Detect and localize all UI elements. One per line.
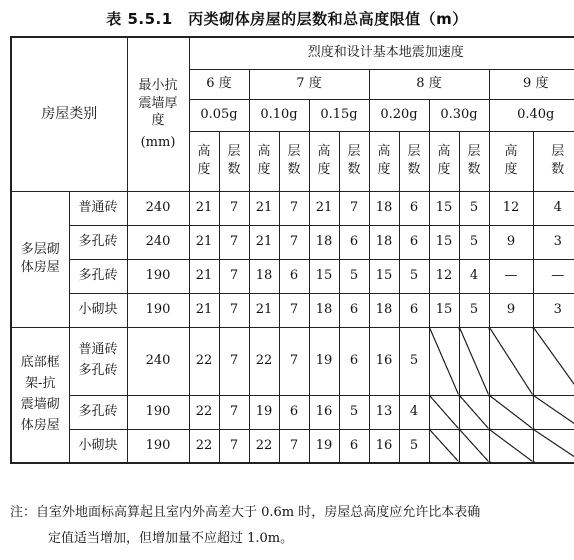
value-cell: 19 <box>249 395 279 429</box>
value-cell: 13 <box>369 395 399 429</box>
value-cell: 21 <box>309 191 339 225</box>
not-applicable-cell <box>429 395 459 429</box>
value-cell: 3 <box>533 293 574 327</box>
value-cell: 16 <box>309 395 339 429</box>
type-cell: 小砌块 <box>69 293 127 327</box>
note-line: 注：自室外地面标高算起且室内外高差大于 0.6m 时，房屋总高度应允许比本表确 <box>10 505 481 520</box>
type-cell: 多孔砖 <box>69 225 127 259</box>
value-cell: 5 <box>459 225 489 259</box>
not-applicable-cell <box>489 395 533 429</box>
header-floors: 层数 <box>459 131 489 191</box>
value-cell: 9 <box>489 293 533 327</box>
header-floors: 层数 <box>279 131 309 191</box>
value-cell: 22 <box>249 327 279 395</box>
value-cell: — <box>533 259 574 293</box>
not-applicable-cell <box>533 395 574 429</box>
table-row <box>11 259 574 293</box>
table-row <box>11 293 574 327</box>
header-min-wall-label: 最小抗震墙厚度 <box>138 78 178 129</box>
value-cell: 3 <box>533 225 574 259</box>
value-cell: 15 <box>429 191 459 225</box>
header-accel: 0.15g <box>309 99 369 131</box>
not-applicable-cell <box>459 395 489 429</box>
value-cell: 7 <box>219 191 249 225</box>
header-degree-6: 6 度 <box>189 69 249 99</box>
header-accel: 0.10g <box>249 99 309 131</box>
value-cell: 6 <box>399 191 429 225</box>
value-cell: 18 <box>309 293 339 327</box>
value-cell: 5 <box>459 191 489 225</box>
header-accel: 0.20g <box>369 99 429 131</box>
header-intensity: 烈度和设计基本地震加速度 <box>189 37 574 69</box>
value-cell: 18 <box>309 225 339 259</box>
value-cell: 5 <box>339 259 369 293</box>
header-height: 高度 <box>309 131 339 191</box>
group-name: 多层砌体房屋 <box>11 191 69 327</box>
value-cell: 5 <box>459 293 489 327</box>
value-cell: 7 <box>339 191 369 225</box>
value-cell: 21 <box>189 191 219 225</box>
value-cell: 19 <box>309 327 339 395</box>
value-cell: 15 <box>369 259 399 293</box>
value-cell: 22 <box>189 327 219 395</box>
type-cell: 普通砖 多孔砖 <box>69 327 127 395</box>
header-degree-7: 7 度 <box>249 69 369 99</box>
table-row <box>11 327 574 395</box>
value-cell: 6 <box>339 429 369 463</box>
table-row <box>11 395 574 429</box>
not-applicable-cell <box>429 327 459 395</box>
value-cell: 22 <box>189 395 219 429</box>
value-cell: 7 <box>219 327 249 395</box>
table-row <box>11 191 574 225</box>
header-height: 高度 <box>489 131 533 191</box>
thick-cell: 190 <box>127 293 189 327</box>
thick-cell: 190 <box>127 429 189 463</box>
value-cell: 22 <box>189 429 219 463</box>
header-floors: 层数 <box>399 131 429 191</box>
value-cell: 7 <box>219 395 249 429</box>
header-degree-9: 9 度 <box>489 69 574 99</box>
value-cell: 12 <box>489 191 533 225</box>
table-row <box>11 225 574 259</box>
header-accel: 0.05g <box>189 99 249 131</box>
value-cell: 7 <box>279 293 309 327</box>
header-floors: 层数 <box>219 131 249 191</box>
header-category: 房屋类别 <box>11 37 127 191</box>
value-cell: 5 <box>399 327 429 395</box>
value-cell: 6 <box>339 293 369 327</box>
value-cell: 7 <box>219 293 249 327</box>
type-cell: 普通砖 <box>69 191 127 225</box>
header-height: 高度 <box>189 131 219 191</box>
value-cell: 18 <box>369 225 399 259</box>
value-cell: 7 <box>279 191 309 225</box>
value-cell: 21 <box>189 293 219 327</box>
value-cell: 6 <box>399 293 429 327</box>
thick-cell: 190 <box>127 395 189 429</box>
header-height: 高度 <box>249 131 279 191</box>
not-applicable-cell <box>459 327 489 395</box>
value-cell: 18 <box>369 191 399 225</box>
value-cell: 6 <box>279 259 309 293</box>
thick-cell: 240 <box>127 225 189 259</box>
value-cell: 6 <box>399 225 429 259</box>
note-line: 定值适当增加，但增加量不应超过 1.0m。 <box>48 531 294 546</box>
thick-cell: 240 <box>127 191 189 225</box>
not-applicable-cell <box>533 429 574 463</box>
value-cell: 18 <box>249 259 279 293</box>
not-applicable-cell <box>533 327 574 395</box>
value-cell: 7 <box>219 225 249 259</box>
value-cell: 7 <box>219 259 249 293</box>
table-note <box>10 500 570 552</box>
header-floors: 层数 <box>339 131 369 191</box>
group-name: 底部框架-抗震墙砌体房屋 <box>11 327 69 463</box>
header-degree-8: 8 度 <box>369 69 489 99</box>
type-cell: 多孔砖 <box>69 395 127 429</box>
table-title: 表 5.5.1 丙类砌体房屋的层数和总高度限值（m） <box>106 10 468 28</box>
thick-cell: 190 <box>127 259 189 293</box>
value-cell: 5 <box>339 395 369 429</box>
value-cell: 5 <box>399 259 429 293</box>
type-cell: 多孔砖 <box>69 259 127 293</box>
value-cell: 21 <box>249 191 279 225</box>
thick-cell: 240 <box>127 327 189 395</box>
value-cell: 4 <box>533 191 574 225</box>
header-accel: 0.40g <box>489 99 574 131</box>
value-cell: 6 <box>339 327 369 395</box>
value-cell: 9 <box>489 225 533 259</box>
value-cell: 4 <box>459 259 489 293</box>
value-cell: 18 <box>369 293 399 327</box>
value-cell: 16 <box>369 429 399 463</box>
header-height: 高度 <box>429 131 459 191</box>
value-cell: 15 <box>429 225 459 259</box>
value-cell: 7 <box>279 327 309 395</box>
value-cell: 7 <box>279 429 309 463</box>
not-applicable-cell <box>459 429 489 463</box>
header-floors: 层数 <box>533 131 574 191</box>
value-cell: 4 <box>399 395 429 429</box>
value-cell: 21 <box>189 259 219 293</box>
value-cell: 15 <box>429 293 459 327</box>
value-cell: 7 <box>279 225 309 259</box>
value-cell: 21 <box>249 293 279 327</box>
header-height: 高度 <box>369 131 399 191</box>
value-cell: 15 <box>309 259 339 293</box>
not-applicable-cell <box>489 327 533 395</box>
value-cell: — <box>489 259 533 293</box>
value-cell: 6 <box>339 225 369 259</box>
header-min-wall <box>127 37 189 191</box>
table-row <box>11 429 574 463</box>
value-cell: 19 <box>309 429 339 463</box>
value-cell: 7 <box>219 429 249 463</box>
value-cell: 21 <box>249 225 279 259</box>
type-cell: 小砌块 <box>69 429 127 463</box>
limits-table <box>10 36 574 464</box>
header-accel: 0.30g <box>429 99 489 131</box>
value-cell: 12 <box>429 259 459 293</box>
value-cell: 6 <box>279 395 309 429</box>
value-cell: 16 <box>369 327 399 395</box>
not-applicable-cell <box>429 429 459 463</box>
header-min-wall-unit: (mm) <box>140 134 176 150</box>
value-cell: 5 <box>399 429 429 463</box>
value-cell: 21 <box>189 225 219 259</box>
not-applicable-cell <box>489 429 533 463</box>
value-cell: 22 <box>249 429 279 463</box>
